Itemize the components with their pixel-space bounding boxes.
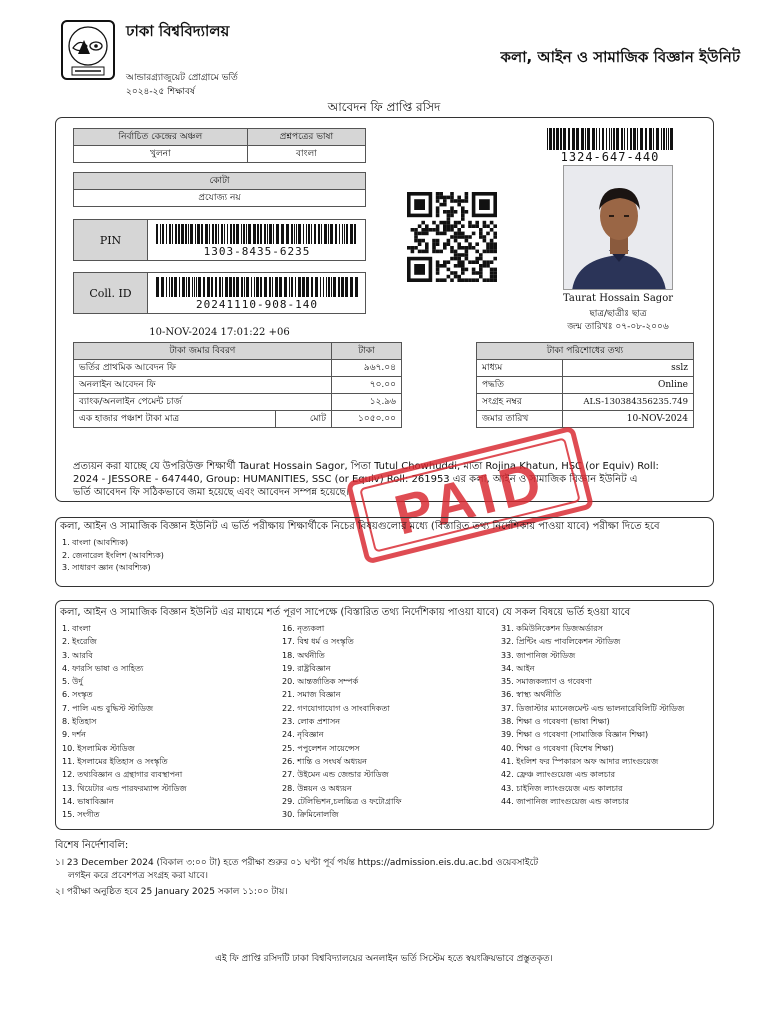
payment-header: টাকা পরিশোধের তথ্য [477, 343, 694, 360]
payment-table [476, 342, 694, 428]
list-item: 22. গণযোগাযোগ ও সাংবাদিকতা [282, 703, 390, 713]
quota-value: প্রযোজ্য নয় [74, 190, 366, 207]
list-item: 28. উন্নয়ন ও অধ্যয়ন [282, 783, 352, 793]
total-amount: ১০৫০.০০ [332, 411, 402, 428]
receipt-title: আবেদন ফি প্রাপ্তি রসিদ [327, 100, 441, 114]
list-item: 6. সংস্কৃত [62, 690, 93, 700]
coll-id-number: 20241110-908-140 [196, 298, 318, 311]
paid-stamp-text: PAID [388, 448, 553, 547]
payment-row-value: sslz [563, 360, 694, 377]
top-barcode [545, 128, 675, 150]
list-item: 7. পালি এন্ড বুদ্ধিস্ট স্টাডিজ [62, 703, 154, 713]
list-item: 15. সংগীত [62, 810, 100, 820]
amount-in-words: এক হাজার পঞ্চাশ টাকা মাত্র [74, 411, 276, 428]
list-item: 26. শান্তি ও সংঘর্ষ অধ্যয়ন [282, 756, 367, 766]
instruction-item: ১। 23 December 2024 (বিকাল ৩:০০ টা) হতে পরীক্ষা শুরুর ০১ ঘণ্টা পূর্ব পর্যন্ত https://admission.eis.du.ac.bd ওয়েবসাইটে [55, 858, 539, 868]
pin-box [73, 219, 366, 261]
list-item: 40. শিক্ষা ও গবেষণা (বিশেষ শিক্ষা) [501, 743, 614, 753]
student-sex: ছাত্র/ছাত্রীঃ ছাত্র [589, 309, 647, 319]
deposit-row-label: অনলাইন আবেদন ফি [74, 377, 332, 394]
list-item: 35. সমাজকল্যাণ ও গবেষণা [501, 677, 592, 687]
list-item: 38. শিক্ষা ও গবেষণা (ভাষা শিক্ষা) [501, 717, 610, 727]
question-language-header: প্রশ্নপত্রের ভাষা [247, 129, 365, 146]
list-item: 20. আন্তর্জাতিক সম্পর্ক [282, 677, 359, 687]
statement-line: 2024 - JESSORE - 647440, Group: HUMANITIES, SSC (or Equiv) Roll: 261953 এর কলা, আইন ও সামাজিক বিজ্ঞান ইউনিট এ [73, 474, 638, 485]
payment-row-value: Online [563, 377, 694, 394]
quota-header: কোটা [74, 173, 366, 190]
list-item: 3. সাধারণ জ্ঞান (আবশ্যিক) [62, 563, 151, 572]
qr-code [402, 190, 502, 284]
centre-table [73, 128, 366, 163]
quota-table [73, 172, 366, 207]
list-item: 32. প্রিন্টিং এন্ড পাবলিকেশন স্টাডিজ [501, 637, 621, 647]
deposit-desc-header: টাকা জমার বিবরণ [74, 343, 332, 360]
list-item: 3. আরবি [62, 650, 93, 660]
list-item: 30. ক্রিমিনোলজি [282, 810, 339, 820]
university-name: ঢাকা বিশ্ববিদ্যালয় [126, 22, 230, 40]
instruction-item-continued: লগইন করে প্রবেশপত্র সংগ্রহ করা যাবে। [68, 871, 208, 881]
question-language-value: বাংলা [247, 146, 365, 163]
list-item: 17. বিশ্ব ধর্ম ও সংস্কৃতি [282, 637, 354, 647]
list-item: 18. অর্থনীতি [282, 650, 325, 660]
list-item: 4. ফারসি ভাষা ও সাহিত্য [62, 663, 144, 673]
list-item: 10. ইসলামিক স্টাডিজ [62, 743, 135, 753]
instruction-item: ২। পরীক্ষা অনুষ্ঠিত হবে 25 January 2025 সকাল ১১:০০ টায়। [55, 887, 288, 897]
list-item: 41. ইংলিশ ফর স্পিকারস অফ আদার ল্যাংগুয়েজ [501, 756, 659, 766]
list-item: 43. চাইনিজ ল্যাংগুয়েজ এন্ড কালচার [501, 783, 623, 793]
payment-row-label: জমার তারিখ [477, 411, 563, 428]
instructions-title: বিশেষ নির্দেশাবলি: [55, 840, 129, 851]
list-item: 8. ইতিহাস [62, 717, 97, 727]
centre-region-value: খুলনা [74, 146, 248, 163]
payment-row-value: ALS-130384356235.749 [563, 394, 694, 411]
list-item: 37. ডিজাস্টার ম্যানেজমেন্ট এন্ড ভালনারেবিলিটি স্টাডিজ [501, 703, 685, 713]
payment-row-value: 10-NOV-2024 [563, 411, 694, 428]
deposit-row-amount: ১২.৯৬ [332, 394, 402, 411]
pin-label: PIN [74, 220, 148, 260]
deposit-amount-header: টাকা [332, 343, 402, 360]
list-item: 1. বাংলা [62, 624, 91, 633]
coll-id-barcode [154, 277, 360, 297]
footer-note: এই ফি প্রাপ্তি রসিদটি ঢাকা বিশ্ববিদ্যালয়ের অনলাইন ভর্তি সিস্টেম হতে স্বয়ংক্রিয়ভাবে প্রস্তুতকৃত। [215, 954, 553, 964]
list-item: 5. উর্দু [62, 677, 83, 687]
list-item: 33. জাপানিজ স্টাডিজ [501, 650, 576, 660]
deposit-row-label: ভর্তির প্রাথমিক আবেদন ফি [74, 360, 332, 377]
deposit-table [73, 342, 402, 428]
list-item: 11. ইসলামের ইতিহাস ও সংস্কৃতি [62, 756, 168, 766]
list-item: 1. বাংলা (আবশ্যিক) [62, 538, 129, 547]
coll-id-label: Coll. ID [74, 273, 148, 313]
list-item: 12. তথ্যবিজ্ঞান ও গ্রন্থাগার ব্যবস্থাপনা [62, 770, 183, 780]
list-item: 19. রাষ্ট্রবিজ্ঞান [282, 663, 331, 673]
list-item: 44. জাপানিজ ল্যাংগুয়েজ এন্ড কালচার [501, 796, 629, 806]
list-item: 21. সমাজ বিজ্ঞান [282, 690, 341, 700]
exam-subjects-list [62, 537, 164, 575]
session-line: ২০২৪-২৫ শিক্ষাবর্ষ [126, 87, 195, 97]
list-item: 13. থিয়েটার এন্ড পারফরম্যান্স স্টাডিজ [62, 783, 187, 793]
eligible-column-3 [501, 622, 684, 808]
payment-row-label: মাধ্যম [477, 360, 563, 377]
list-item: 14. ভাষাবিজ্ঞান [62, 796, 114, 806]
timestamp: 10-NOV-2024 17:01:22 +06 [149, 327, 290, 338]
student-dob: জন্ম তারিখঃ ০৭-০৮-২০০৬ [567, 322, 669, 332]
list-item: 2. ইংরেজি [62, 637, 97, 647]
eligible-column-2 [282, 622, 401, 821]
deposit-row-amount: ৯৬৭.০৪ [332, 360, 402, 377]
list-item: 9. দর্শন [62, 730, 86, 740]
statement-line: ভর্তি আবেদন ফি সঠিকভাবে জমা হয়েছে এবং আবেদন সম্পন্ন হয়েছে। [73, 487, 350, 498]
exam-subjects-title: কলা, আইন ও সামাজিক বিজ্ঞান ইউনিট এ ভর্তি পরীক্ষায় শিক্ষার্থীকে নিচের বিষয়গুলোর মধ্যে (বিস্তারিত তথ্য নির্দেশিকায় পাওয়া যাবে) পরীক্ষা দিতে হবে [60, 521, 660, 532]
eligible-subjects-title: কলা, আইন ও সামাজিক বিজ্ঞান ইউনিট এর মাধ্যমে শর্ত পূরণ সাপেক্ষে (বিস্তারিত তথ্য নির্দেশিকায় পাওয়া যাবে) যে সকল বিষয়ে ভর্তি হওয়া যাবে [60, 607, 631, 618]
list-item: 27. উইমেন এন্ড জেন্ডার স্টাডিজ [282, 770, 389, 780]
program-line: আন্ডারগ্র্যাজুয়েট প্রোগ্রামে ভর্তি [126, 73, 238, 83]
list-item: 34. আইন [501, 663, 535, 673]
list-item: 25. পপুলেশন সায়েন্সেস [282, 743, 360, 753]
pin-barcode [154, 224, 360, 244]
top-barcode-number: 1324-647-440 [560, 150, 660, 164]
centre-region-header: নির্বাচিত কেন্দ্রের অঞ্চল [74, 129, 248, 146]
list-item: 36. স্বাস্থ্য অর্থনীতি [501, 690, 562, 700]
list-item: 2. জেনারেল ইংলিশ (আবশ্যিক) [62, 550, 164, 560]
list-item: 16. নৃত্যকলা [282, 624, 325, 633]
list-item: 42. ফ্রেঞ্চ ল্যাংগুয়েজ এন্ড কালচার [501, 770, 615, 780]
total-label: মোট [276, 411, 332, 428]
pin-number: 1303-8435-6235 [203, 245, 311, 258]
eligible-column-1 [62, 622, 187, 821]
student-name: Taurat Hossain Sagor [562, 293, 674, 304]
unit-name: কলা, আইন ও সামাজিক বিজ্ঞান ইউনিট [500, 48, 740, 66]
coll-id-box [73, 272, 366, 314]
statement-line: প্রত্যয়ন করা যাচ্ছে যে উপরিউক্ত শিক্ষার্থী Taurat Hossain Sagor, পিতা Tutul Chowhuddi, মাতা Rojina Khatun, HSC (or Equiv) Roll: [73, 461, 659, 472]
list-item: 29. টেলিভিশন,চলচ্চিত্র ও ফটোগ্রাফি [282, 796, 402, 806]
list-item: 23. লোক প্রশাসন [282, 717, 341, 727]
list-item: 31. কমিউনিকেশন ডিজঅর্ডারস [501, 624, 603, 633]
student-photo [563, 165, 673, 290]
university-logo [58, 18, 118, 84]
list-item: 39. শিক্ষা ও গবেষণা (সামাজিক বিজ্ঞান শিক্ষা) [501, 730, 649, 740]
payment-row-label: পদ্ধতি [477, 377, 563, 394]
list-item: 24. নৃবিজ্ঞান [282, 730, 324, 740]
deposit-row-label: ব্যাংক/অনলাইন পেমেন্ট চার্জ [74, 394, 332, 411]
deposit-row-amount: ৭০.০০ [332, 377, 402, 394]
payment-row-label: সংগ্রহ নম্বর [477, 394, 563, 411]
